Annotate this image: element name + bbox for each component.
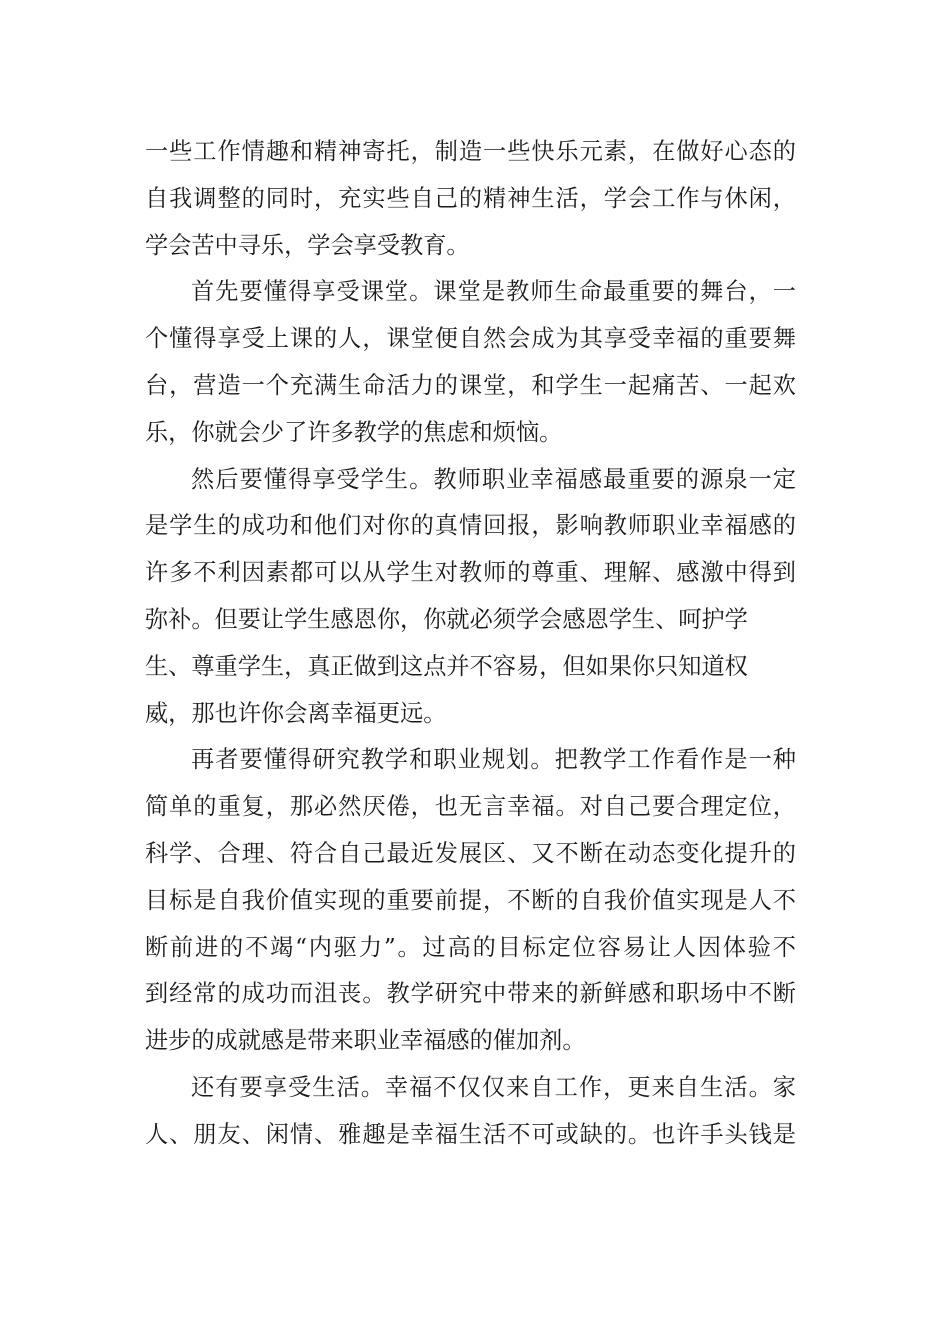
text-line: 自我调整的同时，充实些自己的精神生活，学会工作与休闲， bbox=[145, 184, 796, 212]
text-line: 科学、合理、符合自己最近发展区、又不断在动态变化提升的 bbox=[145, 839, 796, 867]
text-line: 威，那也许你会离幸福更远。 bbox=[145, 699, 447, 727]
text-line: 许多不利因素都可以从学生对教师的尊重、理解、感激中得到 bbox=[145, 559, 796, 587]
text-line: 目标是自我价值实现的重要前提，不断的自我价值实现是人不 bbox=[145, 886, 796, 914]
text-line: 简单的重复，那必然厌倦，也无言幸福。对自己要合理定位， bbox=[145, 793, 796, 821]
text-line: 一些工作情趣和精神寄托，制造一些快乐元素，在做好心态的 bbox=[145, 138, 796, 165]
text-line: 个懂得享受上课的人，课堂便自然会成为其享受幸福的重要舞 bbox=[145, 325, 796, 353]
text-line: 学会苦中寻乐，学会享受教育。 bbox=[145, 231, 470, 259]
text-line: 是学生的成功和他们对你的真情回报，影响教师职业幸福感的 bbox=[145, 512, 796, 540]
text-line: 生、尊重学生，真正做到这点并不容易，但如果你只知道权 bbox=[145, 652, 748, 680]
paragraph-first-line: 首先要懂得享受课堂。课堂是教师生命最重要的舞台，一 bbox=[191, 278, 796, 306]
text-line: 断前进的不竭“内驱力”。过高的目标定位容易让人因体验不 bbox=[145, 933, 796, 961]
text-line: 乐，你就会少了许多教学的焦虑和烦恼。 bbox=[145, 418, 563, 446]
text-line: 人、朋友、闲情、雅趣是幸福生活不可或缺的。也许手头钱是 bbox=[145, 1120, 796, 1148]
paragraph-first-line: 然后要懂得享受学生。教师职业幸福感最重要的源泉一定 bbox=[191, 465, 796, 493]
paragraph-first-line: 再者要懂得研究教学和职业规划。把教学工作看作是一种 bbox=[191, 746, 796, 774]
text-line: 到经常的成功而沮丧。教学研究中带来的新鲜感和职场中不断 bbox=[145, 980, 796, 1008]
text-line: 进步的成就感是带来职业幸福感的催加剂。 bbox=[145, 1027, 586, 1055]
text-line: 弥补。但要让学生感恩你，你就必须学会感恩学生、呵护学 bbox=[145, 605, 748, 633]
document-body-text bbox=[145, 129, 796, 1159]
text-line: 台，营造一个充满生命活力的课堂，和学生一起痛苦、一起欢 bbox=[145, 371, 796, 399]
paragraph-first-line: 还有要享受生活。幸福不仅仅来自工作，更来自生活。家 bbox=[191, 1073, 796, 1101]
